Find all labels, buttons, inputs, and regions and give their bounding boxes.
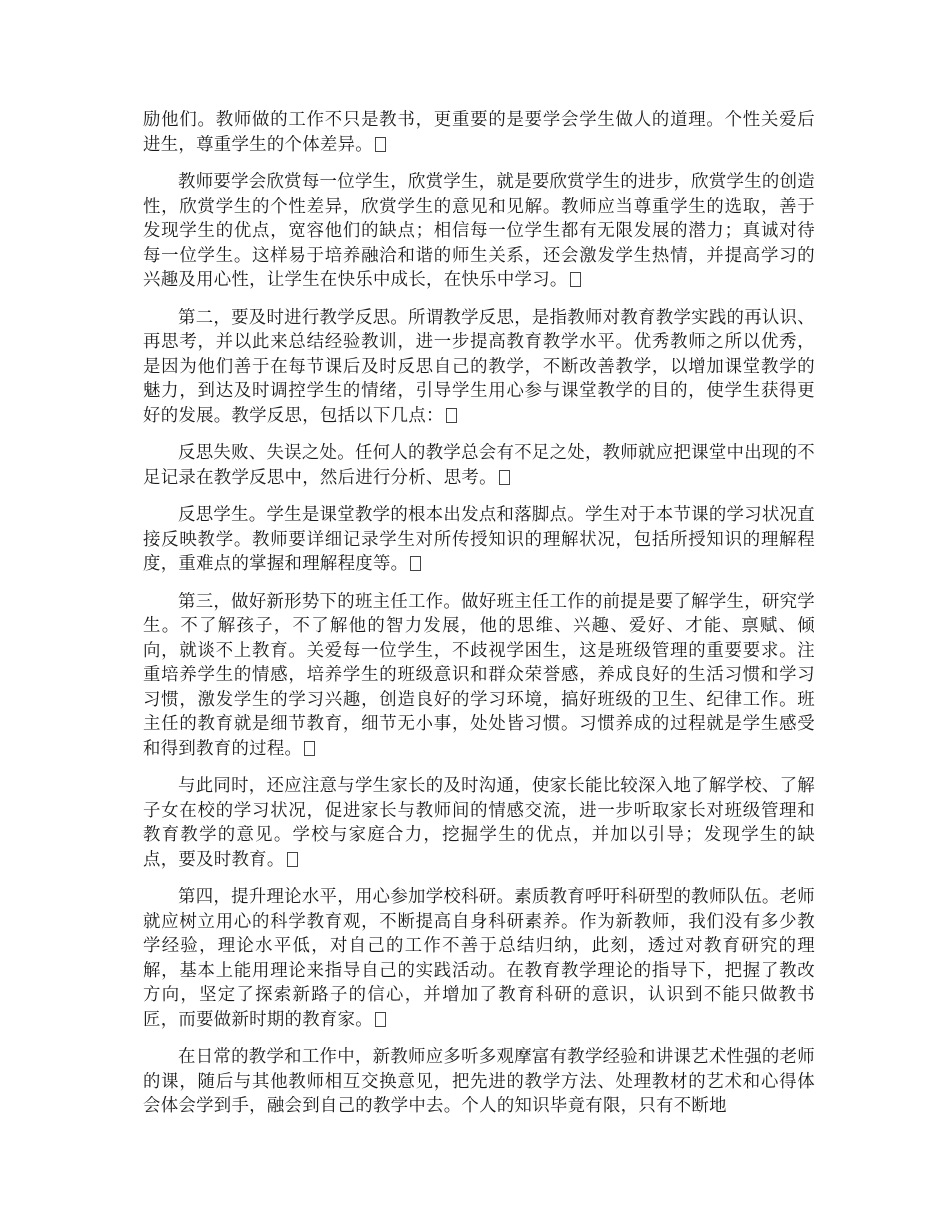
document-body bbox=[143, 108, 815, 1132]
paragraph-1 bbox=[143, 108, 815, 157]
paragraph-end-mark-icon bbox=[304, 741, 315, 756]
paragraph-end-mark-icon bbox=[446, 408, 457, 423]
paragraph-2-text: 教师要学会欣赏每一位学生，欣赏学生，就是要欣赏学生的进步，欣赏学生的创造性，欣赏学生的个性差异，欣赏学生的意见和见解。教师应当尊重学生的选取，善于发现学生的优点，宽容他们的缺点；相信每一位学生都有无限发展的潜力；真诚对待每一位学生。这样易于培养融洽和谐的师生关系，还会激发学生热情，并提高学习的兴趣及用心性，让学生在快乐中成长，在快乐中学习。 bbox=[143, 172, 815, 290]
paragraph-9-text: 在日常的教学和工作中，新教师应多听多观摩富有教学经验和讲课艺术性强的老师的课，随后与其他教师相互交换意见，把先进的教学方法、处理教材的艺术和心得体会体会学到手，融会到自己的教学中去。个人的知识毕竟有限，只有不断地 bbox=[143, 1047, 815, 1116]
paragraph-end-mark-icon bbox=[499, 470, 510, 485]
paragraph-end-mark-icon bbox=[375, 137, 386, 152]
paragraph-end-mark-icon bbox=[375, 1012, 386, 1027]
paragraph-9 bbox=[143, 1045, 815, 1119]
paragraph-5 bbox=[143, 503, 815, 577]
paragraph-end-mark-icon bbox=[287, 852, 298, 867]
paragraph-2 bbox=[143, 170, 815, 293]
paragraph-3 bbox=[143, 306, 815, 429]
paragraph-7-text: 与此同时，还应注意与学生家长的及时沟通，使家长能比较深入地了解学校、了解子女在校的学习状况，促进家长与教师间的情感交流，进一步听取家长对班级管理和教育教学的意见。学校与家庭合力，挖掘学生的优点，并加以引导；发现学生的缺点，要及时教育。 bbox=[143, 776, 815, 870]
paragraph-8 bbox=[143, 885, 815, 1032]
paragraph-4 bbox=[143, 441, 815, 490]
paragraph-4-text: 反思失败、失误之处。任何人的教学总会有不足之处，教师就应把课堂中出现的不足记录在教学反思中，然后进行分析、思考。 bbox=[143, 443, 815, 488]
paragraph-5-text: 反思学生。学生是课堂教学的根本出发点和落脚点。学生对于本节课的学习状况直接反映教学。教师要详细记录学生对所传授知识的理解状况，包括所授知识的理解程度，重难点的掌握和理解程度等。 bbox=[143, 505, 815, 574]
paragraph-1-text: 励他们。教师做的工作不只是教书，更重要的是要学会学生做人的道理。个性关爱后进生，尊重学生的个体差异。 bbox=[143, 110, 815, 155]
paragraph-6 bbox=[143, 590, 815, 762]
paragraph-7 bbox=[143, 774, 815, 872]
paragraph-end-mark-icon bbox=[570, 272, 581, 287]
paragraph-6-text: 第三，做好新形势下的班主任工作。做好班主任工作的前提是要了解学生，研究学生。不了解孩子，不了解他的智力发展，他的思维、兴趣、爱好、才能、禀赋、倾向，就谈不上教育。关爱每一位学生，不歧视学困生，这是班级管理的重要要求。注重培养学生的情感，培养学生的班级意识和群众荣誉感，养成良好的生活习惯和学习习惯，激发学生的学习兴趣，创造良好的学习环境，搞好班级的卫生、纪律工作。班主任的教育就是细节教育，细节无小事，处处皆习惯。习惯养成的过程就是学生感受和得到教育的过程。 bbox=[143, 591, 815, 759]
paragraph-3-text: 第二，要及时进行教学反思。所谓教学反思，是指教师对教育教学实践的再认识、再思考，并以此来总结经验教训，进一步提高教育教学水平。优秀教师之所以优秀，是因为他们善于在每节课后及时反思自己的教学，不断改善教学，以增加课堂教学的魅力，到达及时调控学生的情绪，引导学生用心参与课堂教学的目的，使学生获得更好的发展。教学反思，包括以下几点： bbox=[143, 307, 815, 426]
paragraph-end-mark-icon bbox=[410, 556, 421, 571]
paragraph-8-text: 第四，提升理论水平，用心参加学校科研。素质教育呼吁科研型的教师队伍。老师就应树立用心的科学教育观，不断提高自身科研素养。作为新教师，我们没有多少教学经验，理论水平低，对自己的工作不善于总结归纳，此刻，透过对教育研究的理解，基本上能用理论来指导自己的实践活动。在教育教学理论的指导下，把握了教改方向，坚定了探索新路子的信心，并增加了教育科研的意识，认识到不能只做教书匠，而要做新时期的教育家。 bbox=[143, 887, 815, 1030]
